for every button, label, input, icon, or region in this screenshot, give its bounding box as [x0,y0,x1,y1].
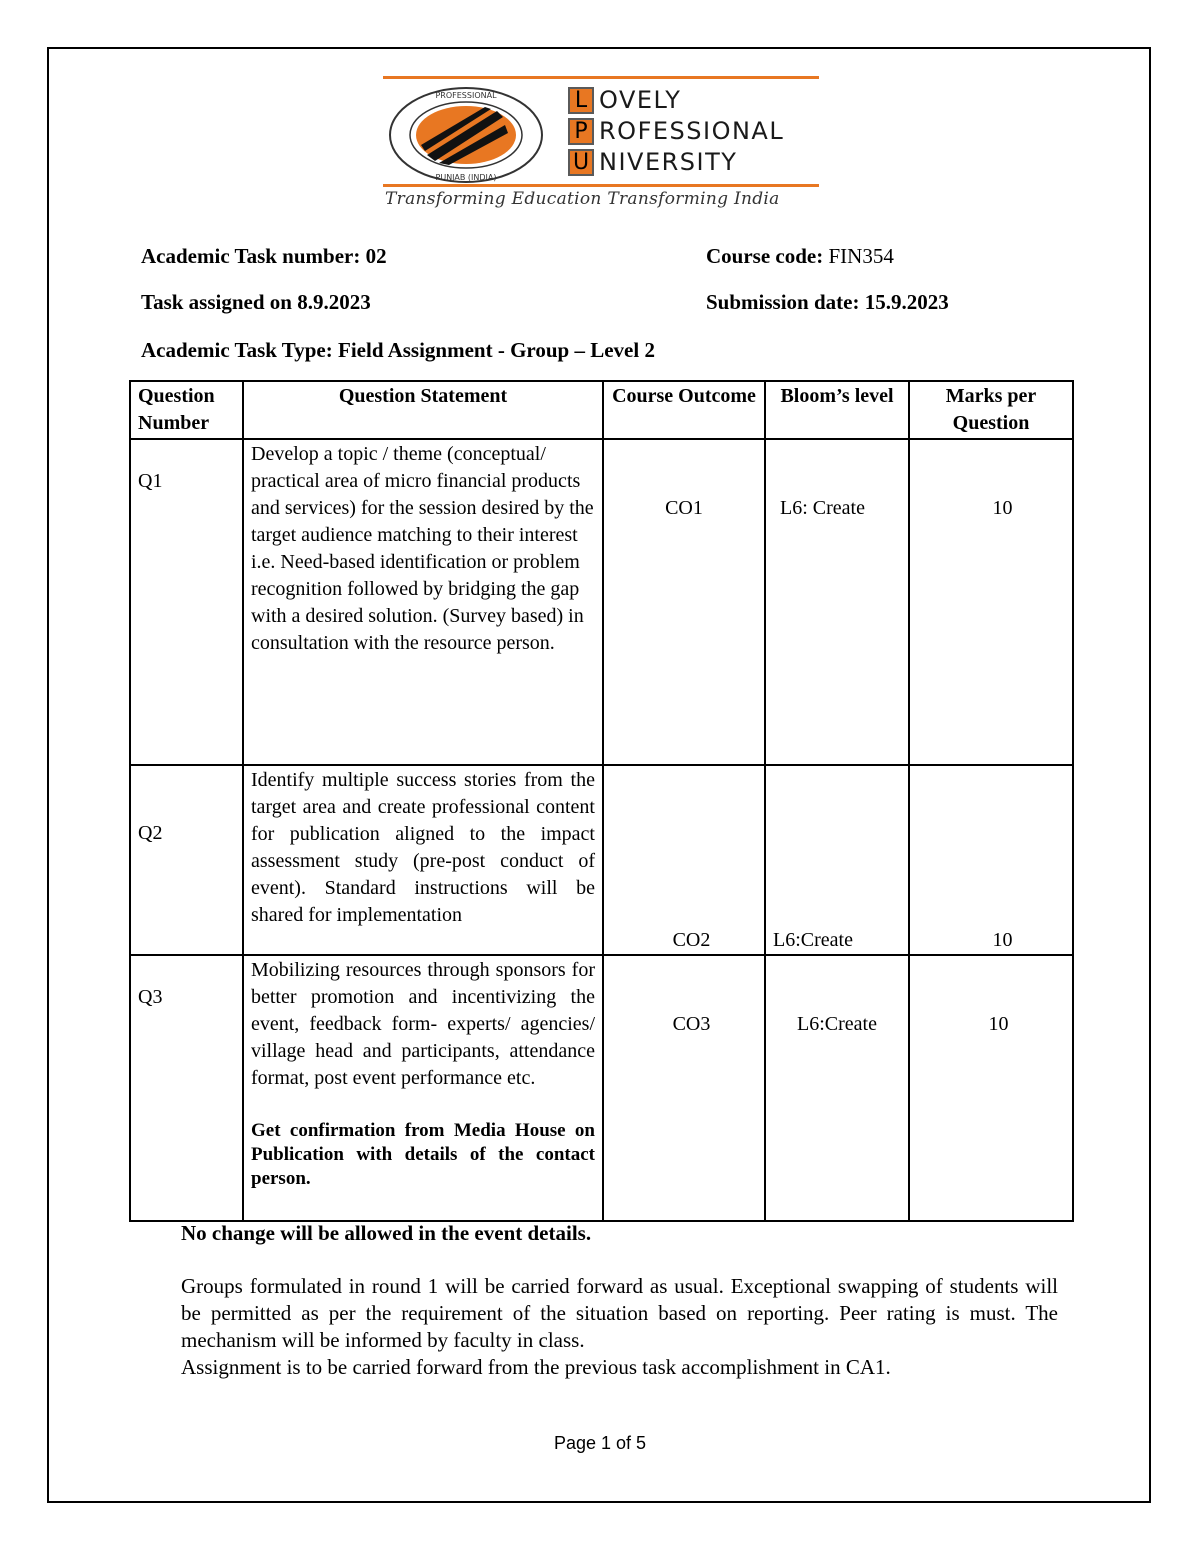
university-logo [383,76,819,216]
question-number: Q3 [130,955,243,1221]
page-number: Page 1 of 5 [553,1433,647,1453]
table-row [130,955,1073,1221]
task-number-value: 02 [365,244,387,268]
logo-word-niversity: NIVERSITY [599,148,738,176]
task-number [141,244,387,269]
groups-paragraph: Groups formulated in round 1 will be carried forward as usual. Exceptional swapping of students will be permitted as per the requirement of the situation based on reporting. Peer rating is must. The mechanism will be informed by faculty in class. [181,1274,1058,1352]
task-assigned-date: Task assigned on 8.9.2023 [141,290,371,314]
logo-letter-u: U [568,149,594,176]
submission-date: Submission date: 15.9.2023 [706,290,949,314]
task-type: Academic Task Type: Field Assignment - Group – Level 2 [141,338,655,362]
course-code [706,244,894,269]
question-statement-cell [243,955,603,1221]
university-seal-icon [387,85,545,185]
marks: 10 [909,955,1073,1221]
marks: 10 [909,439,1073,765]
question-number: Q2 [130,765,243,955]
course-outcome: CO2 [603,765,765,955]
logo-bottom-rule [383,184,819,187]
question-statement: Mobilizing resources through sponsors for better promotion and incentivizing the event, feedback form- experts/ agencies/ village head and participants, attendance format, post event performance etc. [251,959,595,1089]
assignment-paragraph: Assignment is to be carried forward from the previous task accomplishment in CA1. [181,1355,891,1379]
logo-letter-p: P [568,118,594,145]
header-question-number: Question Number [130,381,243,439]
blooms-level: L6:Create [765,955,909,1221]
question-statement: Identify multiple success stories from the target area and create professional content for publication aligned to the impact assessment study (pre-post conduct of event). Standard instructions will be shared for implementation [243,765,603,955]
blooms-level: L6: Create [765,439,909,765]
header-question-statement: Question Statement [243,381,603,439]
blooms-level: L6:Create [765,765,909,955]
question-statement: Develop a topic / theme (conceptual/ practical area of micro financial products and services) for the session desired by the target audience matching to their interest i.e. Need-based identification or problem recognition followed by bridging the gap with a desired solution. (Survey based) in consultation with the resource person. [243,439,603,765]
event-details-note: No change will be allowed in the event details. [181,1221,592,1245]
question-number: Q1 [130,439,243,765]
table-row [130,765,1073,955]
logo-tagline: Transforming Education Transforming India [385,189,780,209]
logo-top-rule [383,76,819,79]
course-code-value: FIN354 [828,244,894,268]
header-marks: Marks per Question [909,381,1073,439]
table-row [130,439,1073,765]
header-blooms-level: Bloom’s level [765,381,909,439]
task-number-label: Academic Task number: [141,244,361,268]
svg-text:PUNJAB (INDIA): PUNJAB (INDIA) [435,173,497,182]
course-outcome: CO3 [603,955,765,1221]
table-header-row [130,381,1073,439]
logo-word-rofessional: ROFESSIONAL [599,117,785,145]
marks: 10 [909,765,1073,955]
header-course-outcome: Course Outcome [603,381,765,439]
question-table [129,380,1074,1222]
question-statement-bold-note: Get confirmation from Media House on Publication with details of the contact person. [251,1120,595,1189]
logo-word-ovely: OVELY [599,86,682,114]
svg-text:PROFESSIONAL: PROFESSIONAL [435,91,497,100]
logo-letter-l: L [568,87,594,114]
course-code-label: Course code: [706,244,824,268]
course-outcome: CO1 [603,439,765,765]
